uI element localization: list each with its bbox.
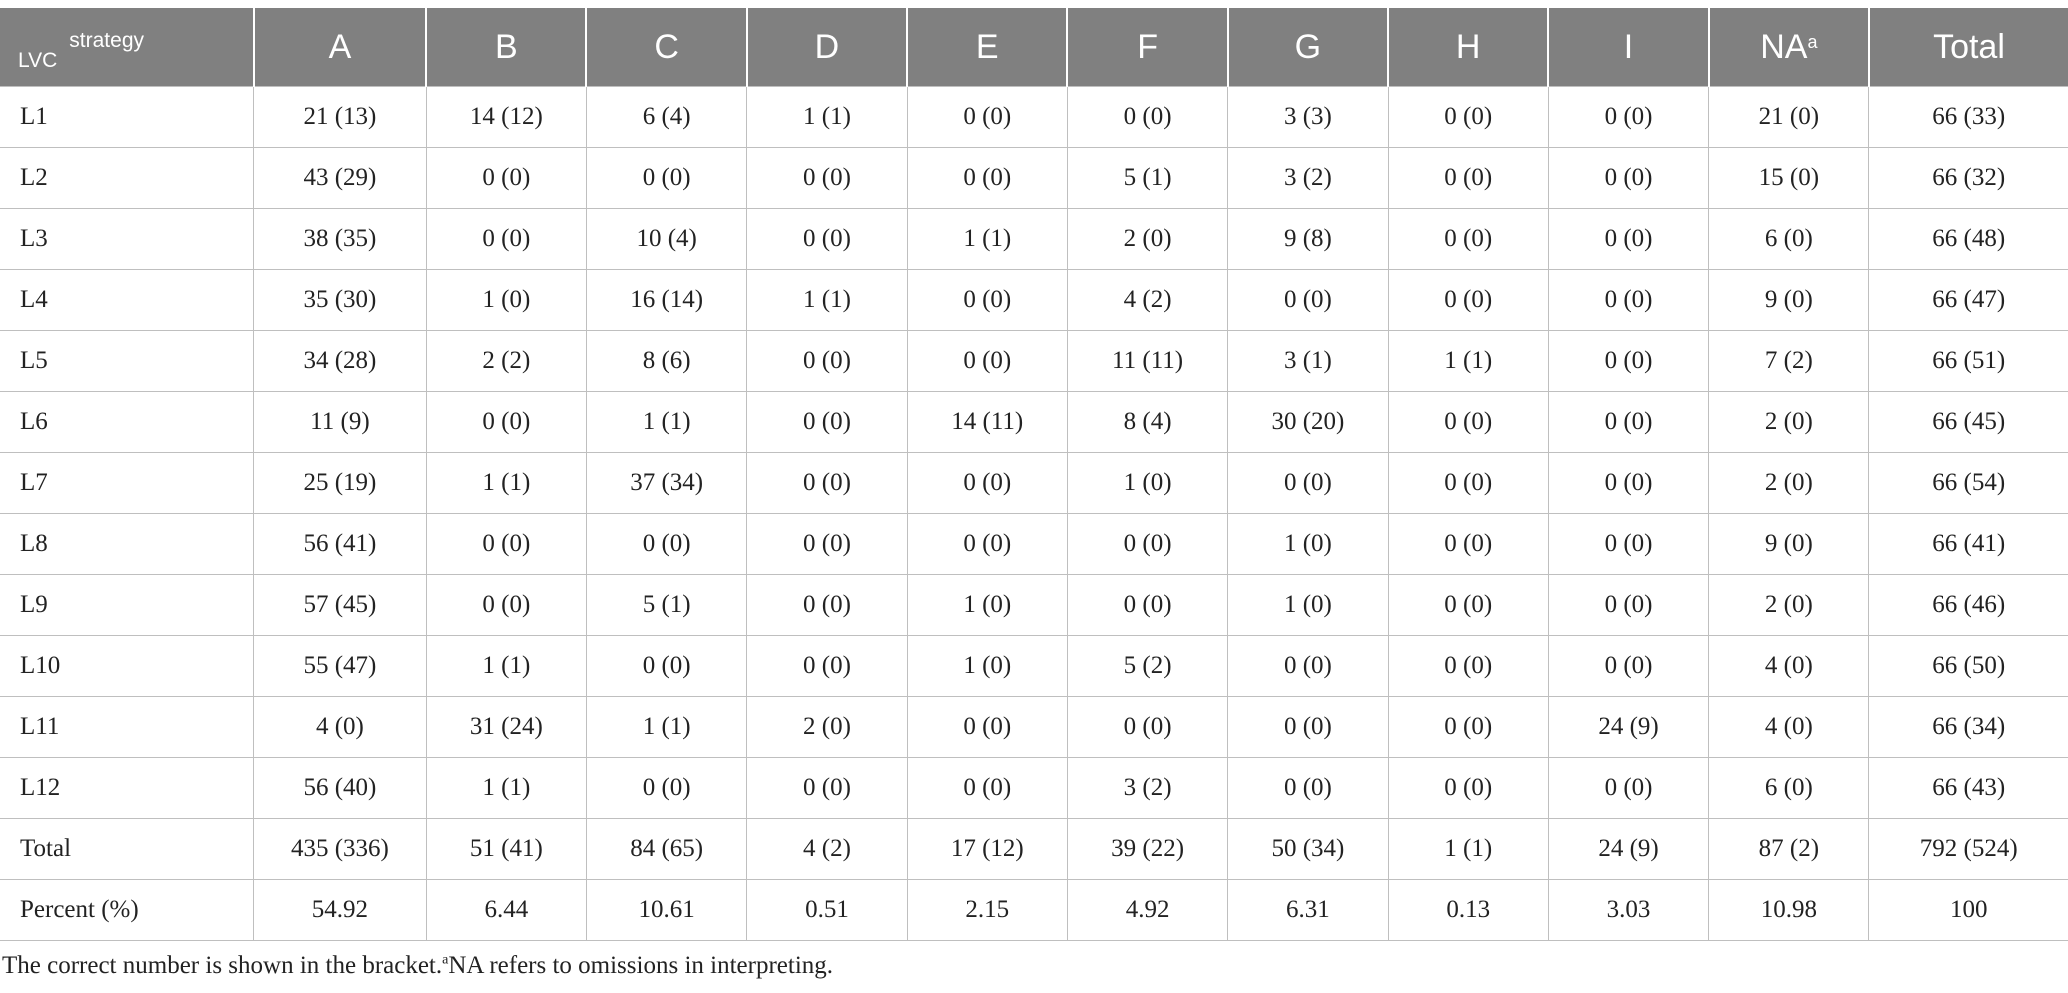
row-label: L5 [0, 331, 254, 392]
table-cell: 0 (0) [907, 148, 1067, 209]
table-cell: 0 (0) [1388, 575, 1548, 636]
table-cell: 10.61 [586, 880, 746, 941]
table-cell: 0 (0) [1067, 697, 1227, 758]
table-cell: 0 (0) [907, 514, 1067, 575]
col-header-e: E [907, 8, 1067, 87]
table-cell: 1 (0) [1228, 575, 1388, 636]
table-cell: 66 (41) [1869, 514, 2068, 575]
table-cell: 66 (43) [1869, 758, 2068, 819]
table-cell: 9 (0) [1709, 514, 1869, 575]
col-header-na-label: NA [1760, 27, 1808, 66]
table-cell: 2.15 [907, 880, 1067, 941]
table-footnote [2, 952, 833, 980]
row-label: L2 [0, 148, 254, 209]
col-header-h: H [1388, 8, 1548, 87]
table-cell: 24 (9) [1548, 697, 1708, 758]
table-cell: 43 (29) [254, 148, 427, 209]
table-cell: 11 (9) [254, 392, 427, 453]
table-cell: 21 (0) [1709, 87, 1869, 148]
table-cell: 0 (0) [907, 331, 1067, 392]
table-cell: 7 (2) [1709, 331, 1869, 392]
table-cell: 38 (35) [254, 209, 427, 270]
table-cell: 0 (0) [586, 514, 746, 575]
table-cell: 31 (24) [426, 697, 586, 758]
table-cell: 100 [1869, 880, 2068, 941]
table-cell: 0 (0) [1548, 392, 1708, 453]
table-cell: 57 (45) [254, 575, 427, 636]
table-cell: 1 (1) [426, 758, 586, 819]
table-cell: 1 (1) [586, 392, 746, 453]
header-row [0, 8, 2068, 87]
table-cell: 0 (0) [747, 636, 907, 697]
table-cell: 0 (0) [1548, 331, 1708, 392]
table-cell: 66 (47) [1869, 270, 2068, 331]
table-cell: 1 (0) [1067, 453, 1227, 514]
table-cell: 39 (22) [1067, 819, 1227, 880]
table-cell: 0 (0) [1388, 758, 1548, 819]
table-cell: 3 (3) [1228, 87, 1388, 148]
table-cell: 1 (1) [1388, 819, 1548, 880]
row-label: L10 [0, 636, 254, 697]
table-cell: 0 (0) [426, 514, 586, 575]
col-header-g: G [1228, 8, 1388, 87]
table-cell: 792 (524) [1869, 819, 2068, 880]
table-cell: 14 (12) [426, 87, 586, 148]
table-cell: 1 (1) [747, 87, 907, 148]
table-cell: 9 (0) [1709, 270, 1869, 331]
table-cell: 0 (0) [747, 148, 907, 209]
table-cell: 56 (40) [254, 758, 427, 819]
table-cell: 2 (0) [1709, 392, 1869, 453]
table-cell: 17 (12) [907, 819, 1067, 880]
table-cell: 66 (45) [1869, 392, 2068, 453]
table-cell: 0 (0) [1388, 148, 1548, 209]
table-cell: 34 (28) [254, 331, 427, 392]
table-cell: 0 (0) [747, 209, 907, 270]
na-superscript: a [1807, 31, 1818, 52]
table-cell: 54.92 [254, 880, 427, 941]
table-cell: 8 (4) [1067, 392, 1227, 453]
col-header-c: C [586, 8, 746, 87]
table-cell: 66 (32) [1869, 148, 2068, 209]
table-row [0, 270, 2068, 331]
table-cell: 55 (47) [254, 636, 427, 697]
table-cell: 2 (0) [1709, 575, 1869, 636]
table-cell: 8 (6) [586, 331, 746, 392]
table-cell: 50 (34) [1228, 819, 1388, 880]
row-label: L12 [0, 758, 254, 819]
table-cell: 0 (0) [1548, 575, 1708, 636]
table-cell: 5 (1) [586, 575, 746, 636]
table-cell: 0 (0) [1228, 697, 1388, 758]
table-cell: 66 (46) [1869, 575, 2068, 636]
table-cell: 1 (1) [426, 453, 586, 514]
table-cell: 35 (30) [254, 270, 427, 331]
table-row [0, 880, 2068, 941]
table-cell: 6 (4) [586, 87, 746, 148]
footnote-note: NA refers to omissions in interpreting. [448, 952, 834, 979]
table-cell: 0 (0) [1228, 636, 1388, 697]
table-row [0, 575, 2068, 636]
table-cell: 0 (0) [426, 209, 586, 270]
table-cell: 66 (48) [1869, 209, 2068, 270]
table-cell: 0 (0) [426, 575, 586, 636]
table-cell: 0 (0) [1388, 87, 1548, 148]
row-label: L4 [0, 270, 254, 331]
table-cell: 14 (11) [907, 392, 1067, 453]
table-cell: 0 (0) [1548, 148, 1708, 209]
table-body [0, 87, 2068, 941]
row-label: L7 [0, 453, 254, 514]
table-row [0, 331, 2068, 392]
table-cell: 66 (33) [1869, 87, 2068, 148]
table-cell: 3 (2) [1228, 148, 1388, 209]
table-cell: 0 (0) [1388, 392, 1548, 453]
table-cell: 5 (2) [1067, 636, 1227, 697]
table-cell: 1 (1) [907, 209, 1067, 270]
table-row [0, 87, 2068, 148]
table-cell: 1 (1) [1388, 331, 1548, 392]
table-cell: 51 (41) [426, 819, 586, 880]
table-cell: 1 (0) [426, 270, 586, 331]
col-header-total: Total [1869, 8, 2068, 87]
table-cell: 5 (1) [1067, 148, 1227, 209]
row-label: Percent (%) [0, 880, 254, 941]
col-header-a: A [254, 8, 427, 87]
row-label: L8 [0, 514, 254, 575]
table-cell: 2 (2) [426, 331, 586, 392]
table-cell: 0 (0) [1388, 514, 1548, 575]
table-cell: 0 (0) [907, 453, 1067, 514]
table-cell: 1 (1) [426, 636, 586, 697]
table-cell: 0 (0) [907, 758, 1067, 819]
table-cell: 0 (0) [747, 758, 907, 819]
table-cell: 0 (0) [1388, 453, 1548, 514]
table-cell: 4 (0) [254, 697, 427, 758]
table-cell: 3.03 [1548, 880, 1708, 941]
table-cell: 9 (8) [1228, 209, 1388, 270]
table-row [0, 392, 2068, 453]
table-cell: 0 (0) [1228, 453, 1388, 514]
col-header-f: F [1067, 8, 1227, 87]
table-cell: 24 (9) [1548, 819, 1708, 880]
table-row [0, 148, 2068, 209]
table-cell: 0 (0) [586, 636, 746, 697]
table-cell: 3 (1) [1228, 331, 1388, 392]
table-cell: 4 (2) [1067, 270, 1227, 331]
table-cell: 0 (0) [1067, 575, 1227, 636]
table-cell: 4.92 [1067, 880, 1227, 941]
table-row [0, 514, 2068, 575]
table-cell: 2 (0) [1709, 453, 1869, 514]
table-cell: 0 (0) [1548, 636, 1708, 697]
table-cell: 6 (0) [1709, 758, 1869, 819]
table-cell: 6 (0) [1709, 209, 1869, 270]
table-cell: 0 (0) [1388, 697, 1548, 758]
table-cell: 37 (34) [586, 453, 746, 514]
table-cell: 25 (19) [254, 453, 427, 514]
table-cell: 2 (0) [1067, 209, 1227, 270]
table-cell: 0 (0) [586, 758, 746, 819]
table-cell: 0 (0) [907, 270, 1067, 331]
table-cell: 3 (2) [1067, 758, 1227, 819]
footnote-text: The correct number is shown in the bracket. [2, 952, 443, 979]
table-cell: 0 (0) [1067, 87, 1227, 148]
corner-header [0, 8, 254, 87]
table-cell: 0 (0) [1548, 209, 1708, 270]
table-cell: 84 (65) [586, 819, 746, 880]
table-row [0, 453, 2068, 514]
corner-col-label: strategy [69, 29, 144, 52]
table-cell: 15 (0) [1709, 148, 1869, 209]
table-cell: 56 (41) [254, 514, 427, 575]
table-cell: 0.51 [747, 880, 907, 941]
table-cell: 1 (1) [747, 270, 907, 331]
table-cell: 0 (0) [907, 87, 1067, 148]
table-cell: 6.31 [1228, 880, 1388, 941]
table-row [0, 636, 2068, 697]
strategy-table [0, 8, 2068, 941]
table-cell: 0 (0) [1548, 453, 1708, 514]
row-label: L1 [0, 87, 254, 148]
col-header-i: I [1548, 8, 1708, 87]
table-cell: 21 (13) [254, 87, 427, 148]
table-cell: 66 (51) [1869, 331, 2068, 392]
table-cell: 0 (0) [586, 148, 746, 209]
row-label: L3 [0, 209, 254, 270]
table-cell: 0 (0) [1228, 270, 1388, 331]
table-cell: 0 (0) [1548, 758, 1708, 819]
table-cell: 0 (0) [1388, 270, 1548, 331]
table-cell: 0 (0) [907, 697, 1067, 758]
table-cell: 1 (0) [907, 636, 1067, 697]
row-label: L6 [0, 392, 254, 453]
table-cell: 0 (0) [1548, 514, 1708, 575]
col-header-d: D [747, 8, 907, 87]
table-cell: 66 (34) [1869, 697, 2068, 758]
table-cell: 0 (0) [747, 453, 907, 514]
table-cell: 4 (2) [747, 819, 907, 880]
row-label: L9 [0, 575, 254, 636]
table-row [0, 758, 2068, 819]
table-cell: 0 (0) [1548, 270, 1708, 331]
table-cell: 87 (2) [1709, 819, 1869, 880]
table-cell: 0 (0) [426, 148, 586, 209]
table-cell: 0 (0) [747, 331, 907, 392]
table-cell: 0 (0) [1067, 514, 1227, 575]
table-cell: 16 (14) [586, 270, 746, 331]
footnote-marker: a [442, 952, 449, 968]
col-header-na [1709, 8, 1869, 87]
table-cell: 30 (20) [1228, 392, 1388, 453]
table-cell: 0 (0) [1388, 209, 1548, 270]
table-cell: 0 (0) [747, 392, 907, 453]
table-cell: 0.13 [1388, 880, 1548, 941]
table-row [0, 209, 2068, 270]
table-cell: 1 (0) [1228, 514, 1388, 575]
table-cell: 1 (1) [586, 697, 746, 758]
table-cell: 10 (4) [586, 209, 746, 270]
table-cell: 0 (0) [747, 575, 907, 636]
row-label: L11 [0, 697, 254, 758]
table-cell: 0 (0) [747, 514, 907, 575]
table-cell: 66 (54) [1869, 453, 2068, 514]
table-cell: 0 (0) [1388, 636, 1548, 697]
table-cell: 1 (0) [907, 575, 1067, 636]
table-row [0, 697, 2068, 758]
table-cell: 11 (11) [1067, 331, 1227, 392]
table-cell: 6.44 [426, 880, 586, 941]
table-cell: 2 (0) [747, 697, 907, 758]
table-cell: 435 (336) [254, 819, 427, 880]
table-cell: 10.98 [1709, 880, 1869, 941]
table-cell: 66 (50) [1869, 636, 2068, 697]
table-cell: 4 (0) [1709, 636, 1869, 697]
corner-row-label: LVC [18, 49, 58, 72]
row-label: Total [0, 819, 254, 880]
table-cell: 4 (0) [1709, 697, 1869, 758]
table-cell: 0 (0) [1548, 87, 1708, 148]
table-cell: 0 (0) [1228, 758, 1388, 819]
col-header-b: B [426, 8, 586, 87]
table-row [0, 819, 2068, 880]
table-cell: 0 (0) [426, 392, 586, 453]
